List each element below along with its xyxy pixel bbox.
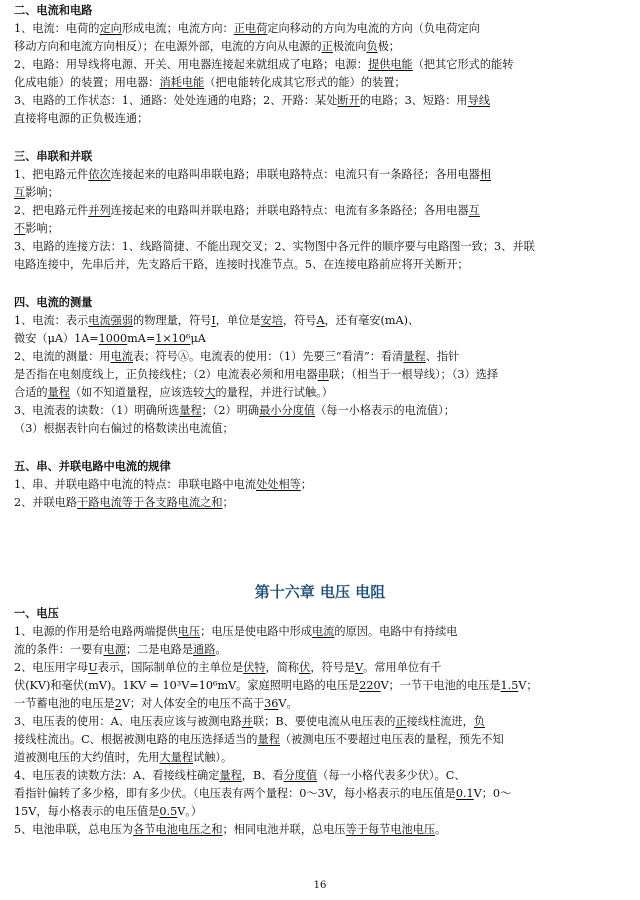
text-line: 合适的量程（如不知道量程，应该选较大的量程，并进行试触。）: [14, 386, 333, 399]
section-heading-current-measurement: 四、电流的测量: [14, 296, 93, 309]
section-heading-voltage: 一、电压: [14, 607, 59, 620]
text-line: 15V，每小格表示的电压值是0.5V。）: [14, 805, 203, 818]
text-line: 不影响；: [14, 222, 59, 235]
text-line: 2、电路：用导线将电源、开关、用电器连接起来就组成了电路；电源：提供电能（把其它形式的能转: [14, 58, 514, 71]
section-heading-current-rules: 五、串、并联电路中电流的规律: [14, 460, 171, 473]
text-line: 伏(KV)和毫伏(mV)。1KV = 10³V=10⁶mV。家庭照明电路的电压是220V；一节干电池的电压是1.5V；: [14, 679, 538, 692]
text-line: 道被测电压的大约值时，先用大量程试触）。: [14, 751, 233, 764]
text-line: 2、电流的测量：用电流表；符号Ⓐ。电流表的使用：（1）先要三“看清”：看清量程、指针: [14, 350, 460, 363]
page-number: 16: [313, 880, 327, 891]
text-line: 互影响；: [14, 186, 59, 199]
text-line: 一节蓄电池的电压是2V；对人体安全的电压不高于36V。: [14, 697, 298, 710]
text-line: 接线柱流出。C、根据被测电路的电压选择适当的量程（被测电压不要超过电压表的量程，预先不知: [14, 733, 504, 746]
text-line: （3）根据表针向右偏过的格数读出电流值；: [14, 422, 234, 435]
text-line: 2、电压用字母U表示，国际制单位的主单位是伏特，简称伏，符号是V。常用单位有千: [14, 661, 442, 674]
text-line: 3、电路的工作状态：1、通路：处处连通的电路；2、开路：某处断开的电路；3、短路：用导线: [14, 94, 491, 107]
chapter-title: 第十六章 电压 电阻: [254, 583, 386, 601]
text-line: 1、把电路元件依次连接起来的电路叫串联电路；串联电路特点：电流只有一条路径；各用电器相: [14, 168, 492, 181]
text-line: 3、电路的连接方法：1、线路简捷、不能出现交叉；2、实物图中各元件的顺序要与电路图一致；3、并联: [14, 240, 535, 253]
text-line: 2、把电路元件并列连接起来的电路叫并联电路；并联电路特点：电流有多条路径；各用电器互: [14, 204, 480, 217]
text-line: 3、电压表的使用：A、电压表应该与被测电路并联；B、要使电流从电压表的正接线柱流进，负: [14, 715, 485, 728]
text-line: 1、电源的作用是给电路两端提供电压；电压是使电路中形成电流的原因。电路中有持续电: [14, 625, 458, 638]
text-line: 1、电流：电荷的定向形成电流；电流方向：正电荷定向移动的方向为电流的方向（负电荷定向: [14, 22, 480, 35]
text-line: 1、串、并联电路中电流的特点：串联电路中电流处处相等；: [14, 478, 313, 491]
section-heading-series-parallel: 三、串联和并联: [14, 150, 93, 163]
text-line: 电路连接中，先串后并，先支路后干路，连接时找准节点。5、在连接电路前应将开关断开；: [14, 258, 469, 271]
section-heading-current-and-circuit: 二、电流和电路: [14, 4, 93, 17]
text-line: 看指针偏转了多少格，即有多少伏。（电压表有两个量程：0～3V，每小格表示的电压值是0.1V；0～: [14, 787, 512, 800]
text-line: 2、并联电路干路电流等于各支路电流之和；: [14, 496, 234, 509]
text-line: 直接将电源的正负极连通；: [14, 112, 149, 125]
text-line: 微安（μA）1A=1000mA=1×10⁶μA: [14, 332, 206, 345]
text-line: 4、电压表的读数方法：A、看接线柱确定量程，B、看分度值（每一小格代表多少伏）。C、: [14, 769, 466, 782]
text-line: 是否指在电刻度线上，正负接线柱；（2）电流表必须和用电器串联；（相当于一根导线）；（3）选择: [14, 368, 499, 381]
text-line: 化成电能）的装置；用电器：消耗电能（把电能转化成其它形式的能）的装置；: [14, 76, 406, 89]
text-line: 流的条件：一要有电源；二是电路是通路。: [14, 643, 227, 656]
text-line: 3、电流表的读数：（1）明确所选量程；（2）明确最小分度值（每一小格表示的电流值）；: [14, 404, 455, 417]
text-line: 移动方向和电流方向相反）；在电源外部，电流的方向从电源的正极流向负极；: [14, 40, 401, 53]
text-line: 5、电池串联，总电压为各节电池电压之和；相同电池并联，总电压等于每节电池电压。: [14, 823, 447, 836]
text-line: 1、电流：表示电流强弱的物理量，符号I，单位是安培，符号A，还有毫安(mA)、: [14, 314, 420, 327]
